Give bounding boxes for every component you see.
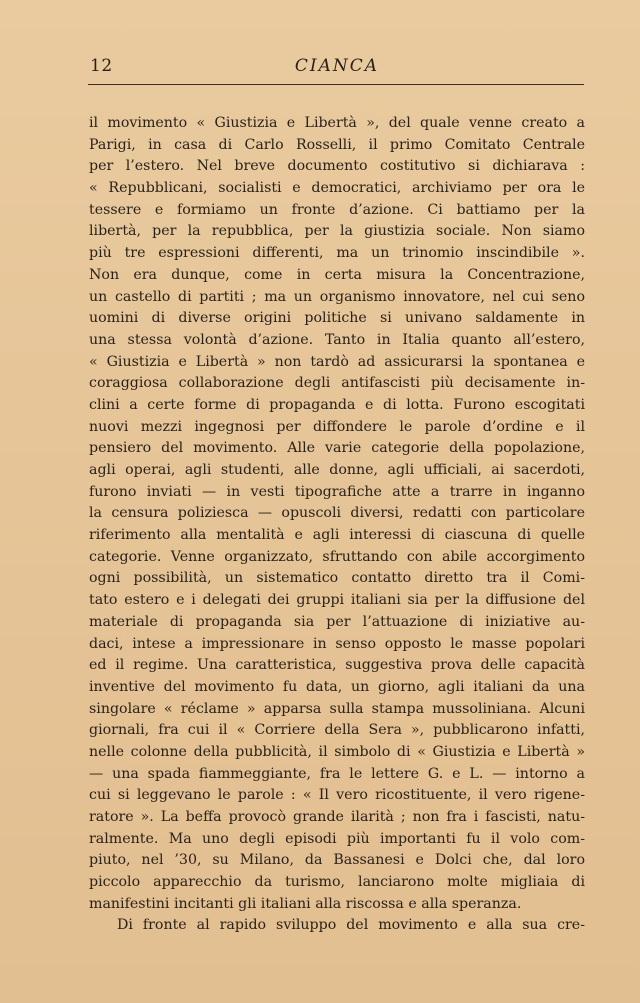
text-line: ed il regime. Una caratteristica, suggestiva prova delle capacità [89, 657, 585, 674]
text-line: la censura poliziesca — opuscoli diversi, redatti con particolare [89, 505, 585, 522]
text-line: Parigi, in casa di Carlo Rosselli, il primo Comitato Centrale [89, 136, 585, 153]
page-header [90, 56, 584, 84]
text-line: una stessa volontà d’azione. Tanto in Italia quanto all’estero, [89, 331, 585, 348]
text-line: « Repubblicani, socialisti e democratici, archiviamo per ora le [89, 180, 585, 197]
text-line: daci, intese a impressionare in senso opposto le masse popolari [89, 635, 585, 652]
text-line: coraggiosa collaborazione degli antifascisti più decisamente in- [89, 375, 585, 392]
text-line: nuovi mezzi ingegnosi per diffondere le parole d’ordine e il [89, 418, 585, 435]
text-line: inventive del movimento fu data, un giorno, agli italiani da una [89, 678, 585, 695]
text-line: materiale di propaganda sia per l’attuazione di iniziative au- [89, 613, 585, 630]
text-line: « Giustizia e Libertà » non tardò ad assicurarsi la spontanea e [89, 353, 585, 370]
header-rule [88, 84, 584, 85]
text-line: libertà, per la repubblica, per la giustizia sociale. Non siamo [89, 223, 585, 240]
text-line: ogni possibilità, un sistematico contatto diretto tra il Comi- [89, 570, 585, 587]
text-line: tessere e formiamo un fronte d’azione. Ci battiamo per la [89, 201, 585, 218]
text-line: uomini di diverse origini politiche si univano saldamente in [89, 310, 585, 327]
text-line: riferimento alla mentalità e agli interessi di ciascuna di quelle [89, 527, 585, 544]
text-line: nelle colonne della pubblicità, il simbolo di « Giustizia e Libertà » [89, 743, 585, 760]
text-line: tato estero e i delegati dei gruppi italiani sia per la diffusione del [89, 592, 585, 609]
text-line: Di fronte al rapido sviluppo del movimento e alla sua cre- [117, 917, 585, 934]
text-line: ralmente. Ma uno degli episodi più importanti fu il volo com- [89, 830, 585, 847]
text-line: il movimento « Giustizia e Libertà », del quale venne creato a [89, 115, 585, 131]
page-number: 12 [90, 56, 113, 76]
text-line: piccolo apparecchio da turismo, lanciarono molte migliaia di [89, 874, 585, 891]
text-line: singolare « réclame » apparsa sulla stampa mussoliniana. Alcuni [89, 700, 585, 717]
text-line: un castello di partiti ; ma un organismo innovatore, nel cui seno [89, 288, 585, 305]
text-line: clini a certe forme di propaganda e di lotta. Furono escogitati [89, 396, 585, 413]
text-line: Non era dunque, come in certa misura la Concentrazione, [89, 266, 585, 283]
text-line: manifestini incitanti gli italiani alla riscossa e alla speranza. [89, 895, 522, 912]
text-line: per l’estero. Nel breve documento costitutivo si dichiarava : [89, 158, 585, 175]
text-line: furono inviati — in vesti tipografiche atte a trarre in inganno [89, 483, 585, 500]
text-line: piuto, nel ’30, su Milano, da Bassanesi e Dolci che, dal loro [89, 852, 585, 869]
text-line: più tre espressioni differenti, ma un trinomio inscindibile ». [89, 245, 585, 262]
running-title: CIANCA [294, 56, 380, 76]
text-line: pensiero del movimento. Alle varie categorie della popolazione, [89, 440, 585, 457]
text-line: agli operai, agli studenti, alle donne, agli ufficiali, ai sacerdoti, [89, 462, 585, 478]
text-line: — una spada fiammeggiante, fra le lettere G. e L. — intorno a [89, 765, 585, 782]
text-line: giornali, fra cui il « Corriere della Sera », pubblicarono infatti, [89, 722, 585, 739]
text-line: ratore ». La beffa provocò grande ilarità ; non fra i fascisti, natu- [89, 809, 585, 825]
text-line: categorie. Venne organizzato, sfruttando con abile accorgimento [89, 548, 585, 565]
body-text [89, 113, 585, 937]
text-line: cui si leggevano le parole : « Il vero ricostituente, il vero rigene- [89, 787, 585, 804]
